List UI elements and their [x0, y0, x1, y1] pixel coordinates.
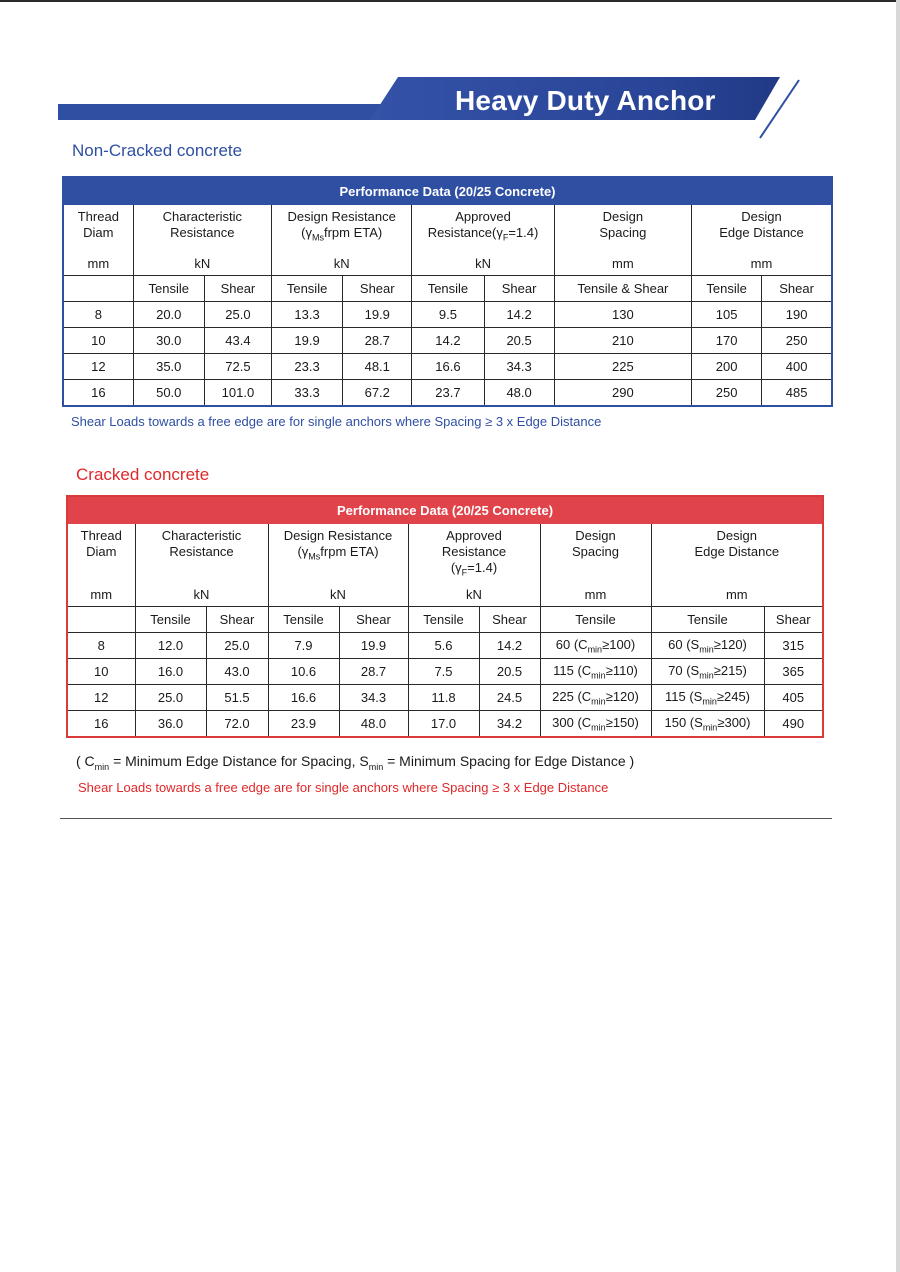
table-cell: 11.8 [408, 685, 479, 711]
non-cracked-title: Non-Cracked concrete [72, 141, 243, 160]
table-cell: 105 [692, 302, 762, 328]
table-cell: 315 [764, 633, 823, 659]
table-cell: 20.5 [484, 328, 554, 354]
table-cell: 250 [762, 328, 832, 354]
unit-spacing: mm [554, 251, 691, 276]
subheader-edge-tensile: Tensile [651, 607, 764, 633]
subheader-design-shear: Shear [339, 607, 408, 633]
table-cell: 17.0 [408, 711, 479, 738]
table-cell: 67.2 [343, 380, 412, 407]
thread-diam-cell: 16 [67, 711, 135, 738]
subheader-approved-tensile: Tensile [408, 607, 479, 633]
header-label: Approved $Resistance(\gamma_F=1.4)$ [427, 209, 539, 243]
table-row [63, 354, 832, 380]
table-cell: 14.2 [412, 328, 484, 354]
header-label: Characteristic Resistance [161, 528, 242, 559]
table-cell: 48.0 [484, 380, 554, 407]
table-cell: 48.0 [339, 711, 408, 738]
table-cell: 14.2 [484, 302, 554, 328]
table-cell: 51.5 [206, 685, 268, 711]
table-cell: 28.7 [339, 659, 408, 685]
table-cell: 35.0 [133, 354, 204, 380]
unit-spacing: mm [540, 582, 651, 607]
table-cell: 23.3 [272, 354, 343, 380]
header-label: Design Spacing [572, 528, 619, 559]
subheader-edge-tensile: Tensile [692, 276, 762, 302]
unit-edge: mm [692, 251, 832, 276]
header-design-resistance [272, 205, 412, 252]
header-label: Design Edge Distance [694, 528, 780, 559]
header-design-spacing [554, 205, 691, 252]
table-cell: 7.5 [408, 659, 479, 685]
table-cell: 19.9 [343, 302, 412, 328]
scan-border-top [0, 0, 900, 2]
unit-characteristic: kN [133, 251, 271, 276]
table-cell: 28.7 [343, 328, 412, 354]
table-cell: 34.3 [339, 685, 408, 711]
cracked-table-body [67, 633, 823, 738]
subheader-design-tensile: Tensile [268, 607, 339, 633]
table-cell: 190 [762, 302, 832, 328]
table-cell: 24.5 [479, 685, 540, 711]
subheader-spacing: Tensile [540, 607, 651, 633]
table-cell: 25.0 [204, 302, 271, 328]
header-edge-distance [692, 205, 832, 252]
table-cell: 25.0 [135, 685, 206, 711]
table-cell: 7.9 [268, 633, 339, 659]
table-title: Performance Data (20/25 Concrete) [67, 496, 823, 524]
non-cracked-table [62, 176, 833, 407]
subheader-edge-shear: Shear [762, 276, 832, 302]
table-row [63, 380, 832, 407]
table-cell: 150 $(S_{min}\ge 300)$ [651, 711, 764, 738]
header-label: Thread Diam [80, 528, 122, 559]
header-characteristic [135, 524, 268, 583]
table-cell: 225 $(C_{min}\ge 120)$ [540, 685, 651, 711]
table-cell: 12.0 [135, 633, 206, 659]
table-cell: 490 [764, 711, 823, 738]
cracked-note: Shear Loads towards a free edge are for single anchors where Spacing ≥ 3 x Edge Distance [78, 780, 609, 795]
table-cell: 365 [764, 659, 823, 685]
header-label: Design Edge Distance [719, 209, 804, 240]
table-cell: 485 [762, 380, 832, 407]
subheader-char-shear: Shear [206, 607, 268, 633]
cracked-title: Cracked concrete [76, 465, 210, 484]
header-label: Design Spacing [599, 209, 647, 240]
thread-diam-cell: 16 [63, 380, 133, 407]
table-cell: 20.5 [479, 659, 540, 685]
header-approved [408, 524, 540, 583]
table-cell: 130 [554, 302, 691, 328]
table-cell: 20.0 [133, 302, 204, 328]
table-cell: 25.0 [206, 633, 268, 659]
table-cell: 115 $(S_{min}\ge 245)$ [651, 685, 764, 711]
subheader-design-tensile: Tensile [272, 276, 343, 302]
bottom-divider [60, 818, 832, 819]
cracked-table [66, 495, 824, 738]
header-design-spacing [540, 524, 651, 583]
unit-thread: mm [67, 582, 135, 607]
header-label: Characteristic Resistance [162, 209, 243, 240]
table-cell: 5.6 [408, 633, 479, 659]
table-cell: 72.0 [206, 711, 268, 738]
subheader-char-shear: Shear [204, 276, 271, 302]
banner-slash-icon [757, 78, 802, 140]
header-design-resistance [268, 524, 408, 583]
unit-edge: mm [651, 582, 823, 607]
header-edge-distance [651, 524, 823, 583]
table-cell: 210 [554, 328, 691, 354]
non-cracked-table-body [63, 302, 832, 407]
table-cell: 34.3 [484, 354, 554, 380]
thread-diam-cell: 10 [67, 659, 135, 685]
subheader-design-shear: Shear [343, 276, 412, 302]
header-label: Design Resistance ($\gamma_{Ms}frpm$ ETA) [287, 209, 396, 243]
thread-diam-cell: 10 [63, 328, 133, 354]
header-thread-diam [67, 524, 135, 583]
table-cell: 9.5 [412, 302, 484, 328]
table-cell: 23.7 [412, 380, 484, 407]
table-cell: 23.9 [268, 711, 339, 738]
table-row [67, 633, 823, 659]
table-row [63, 302, 832, 328]
page-title: Heavy Duty Anchor [455, 85, 716, 116]
table-cell: 60 $(C_{min}\ge 100)$ [540, 633, 651, 659]
subheader-empty [67, 607, 135, 633]
table-cell: 50.0 [133, 380, 204, 407]
table-cell: 250 [692, 380, 762, 407]
subheader-empty [63, 276, 133, 302]
unit-characteristic: kN [135, 582, 268, 607]
table-row [67, 685, 823, 711]
subheader-approved-tensile: Tensile [412, 276, 484, 302]
header-label: Thread Diam [77, 209, 119, 240]
unit-thread: mm [63, 251, 133, 276]
table-cell: 300 $(C_{min}\ge 150)$ [540, 711, 651, 738]
subheader-approved-shear: Shear [479, 607, 540, 633]
table-cell: 43.0 [206, 659, 268, 685]
subheader-char-tensile: Tensile [135, 607, 206, 633]
table-cell: 30.0 [133, 328, 204, 354]
table-cell: 400 [762, 354, 832, 380]
unit-approved: kN [412, 251, 554, 276]
non-cracked-note: Shear Loads towards a free edge are for single anchors where Spacing ≥ 3 x Edge Distance [71, 414, 602, 429]
table-cell: 200 [692, 354, 762, 380]
table-cell: 36.0 [135, 711, 206, 738]
table-cell: 16.6 [268, 685, 339, 711]
table-cell: 13.3 [272, 302, 343, 328]
table-cell: 16.6 [412, 354, 484, 380]
thread-diam-cell: 12 [67, 685, 135, 711]
subheader-spacing: Tensile & Shear [554, 276, 691, 302]
subheader-approved-shear: Shear [484, 276, 554, 302]
table-cell: 48.1 [343, 354, 412, 380]
scan-border-right [896, 0, 900, 1272]
table-cell: 33.3 [272, 380, 343, 407]
table-cell: 34.2 [479, 711, 540, 738]
table-cell: 225 [554, 354, 691, 380]
unit-design-resistance: kN [268, 582, 408, 607]
table-cell: 405 [764, 685, 823, 711]
table-cell: 60 $(S_{min}\ge 120)$ [651, 633, 764, 659]
header-label: Design Resistance ($\gamma_{Ms}frpm$ ETA) [283, 528, 393, 562]
table-cell: 115 $(C_{min}\ge 110)$ [540, 659, 651, 685]
subheader-edge-shear: Shear [764, 607, 823, 633]
table-cell: 10.6 [268, 659, 339, 685]
table-cell: 101.0 [204, 380, 271, 407]
table-row [67, 659, 823, 685]
subheader-char-tensile: Tensile [133, 276, 204, 302]
table-row [67, 711, 823, 738]
table-row [63, 328, 832, 354]
unit-approved: kN [408, 582, 540, 607]
table-cell: 19.9 [339, 633, 408, 659]
unit-design-resistance: kN [272, 251, 412, 276]
table-cell: 72.5 [204, 354, 271, 380]
table-title: Performance Data (20/25 Concrete) [63, 177, 832, 205]
thread-diam-cell: 8 [63, 302, 133, 328]
thread-diam-cell: 12 [63, 354, 133, 380]
table-cell: 43.4 [204, 328, 271, 354]
header-characteristic [133, 205, 271, 252]
header-approved [412, 205, 554, 252]
table-cell: 70 $(S_{min}\ge 215)$ [651, 659, 764, 685]
cmin-smin-legend: ( $C_{min}$ = Minimum Edge Distance for Spacing, $S_{min}$ = Minimum Spacing for Edge Distance ) [76, 753, 635, 772]
table-cell: 14.2 [479, 633, 540, 659]
table-cell: 170 [692, 328, 762, 354]
thread-diam-cell: 8 [67, 633, 135, 659]
table-cell: 16.0 [135, 659, 206, 685]
table-cell: 290 [554, 380, 691, 407]
header-thread-diam [63, 205, 133, 252]
header-label: Approved Resistance $(\gamma_F=1.4)$ [441, 528, 507, 578]
table-cell: 19.9 [272, 328, 343, 354]
